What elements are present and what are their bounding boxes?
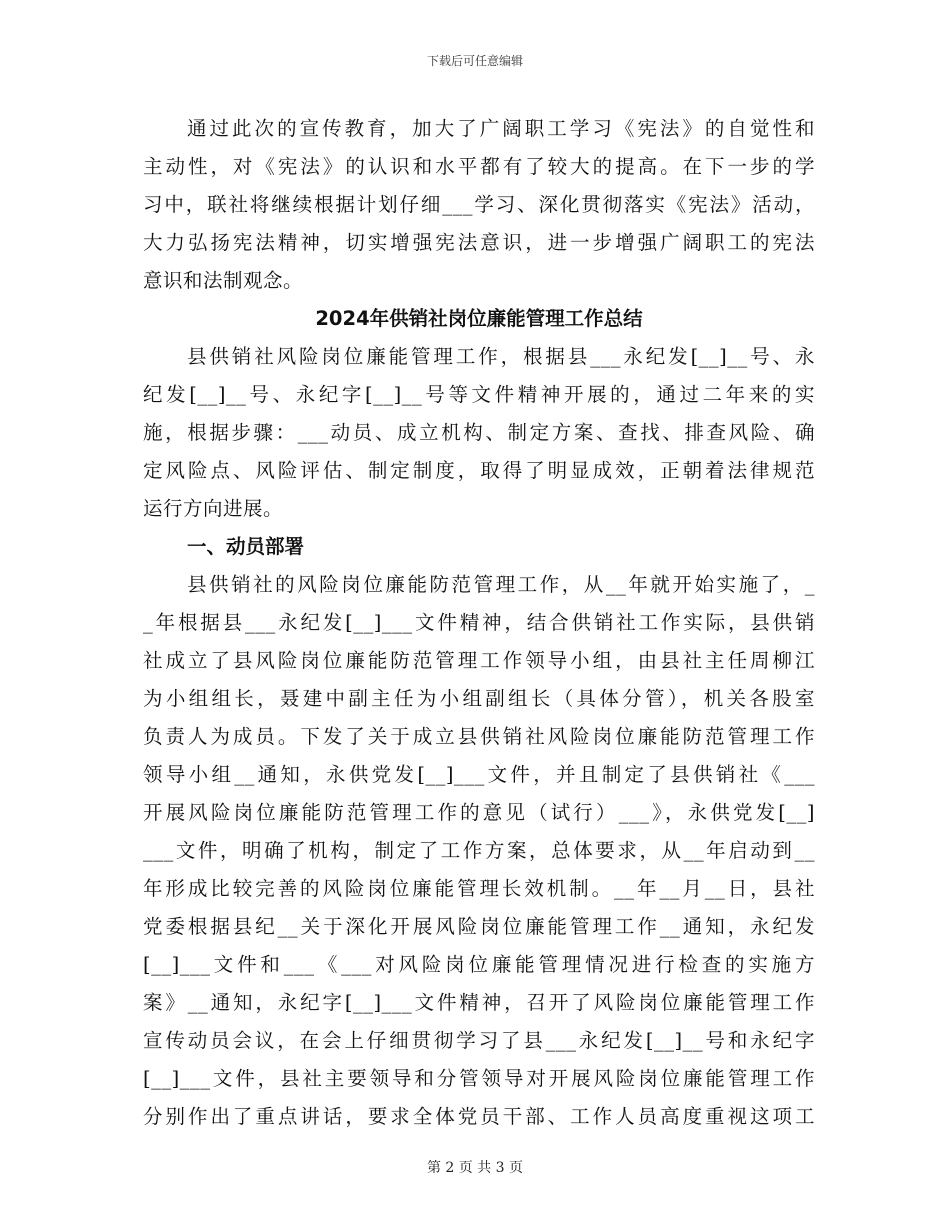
paragraph-line: 宣传动员会议，在会上仔细贯彻学习了县___永纪发[__]__号和永纪字 <box>143 1029 815 1052</box>
section-heading: 一、动员部署 <box>187 535 305 558</box>
document-body <box>143 110 815 1136</box>
paragraph-line: [__]___文件和___《___对风险岗位廉能管理情况进行检查的实施方 <box>143 953 815 976</box>
paragraph-line: ___文件，明确了机构，制定了工作方案，总体要求，从__年启动到__ <box>143 839 815 862</box>
paragraph-line: _年根据县___永纪发[__]___文件精神，结合供销社工作实际，县供销 <box>143 611 815 634</box>
paragraph-1 <box>143 110 815 300</box>
paragraph-line: 社成立了县风险岗位廉能防范管理工作领导小组，由县社主任周柳江 <box>143 649 815 672</box>
paragraph-line: 纪发[__]__号、永纪字[__]__号等文件精神开展的，通过二年来的实 <box>143 383 815 406</box>
paragraph-line: 县供销社的风险岗位廉能防范管理工作，从__年就开始实施了，_ <box>187 573 815 596</box>
paragraph-line: 主动性，对《宪法》的认识和水平都有了较大的提高。在下一步的学 <box>143 155 815 178</box>
paragraph-line: 年形成比较完善的风险岗位廉能管理长效机制。__年__月__日，县社 <box>143 877 815 900</box>
paragraph-line: 意识和法制观念。 <box>143 269 304 292</box>
paragraph-line: 党委根据县纪__关于深化开展风险岗位廉能管理工作__通知，永纪发 <box>143 915 815 938</box>
paragraph-line: 习中，联社将继续根据计划仔细___学习、深化贯彻落实《宪法》活动， <box>143 193 815 216</box>
paragraph-line: 负责人为成员。下发了关于成立县供销社风险岗位廉能防范管理工作 <box>143 725 815 748</box>
paragraph-line: 案》__通知，永纪字[__]___文件精神，召开了风险岗位廉能管理工作 <box>143 991 815 1014</box>
paragraph-line: 开展风险岗位廉能防范管理工作的意见（试行）___》，永供党发[__] <box>143 801 815 824</box>
paragraph-line: 定风险点、风险评估、制定制度，取得了明显成效，正朝着法律规范 <box>143 459 815 482</box>
paragraph-line: 为小组组长，聂建中副主任为小组副组长（具体分管），机关各股室 <box>143 687 815 710</box>
paragraph-line: 领导小组__通知，永供党发[__]___文件，并且制定了县供销社《___ <box>143 763 815 786</box>
page-header: 下载后可任意编辑 <box>426 54 523 68</box>
page-footer: 第 2 页 共 3 页 <box>426 1160 524 1176</box>
paragraph-line: 县供销社风险岗位廉能管理工作，根据县___永纪发[__]__号、永 <box>187 345 815 368</box>
paragraph-line: 分别作出了重点讲话，要求全体党员干部、工作人员高度重视这项工 <box>143 1105 815 1128</box>
document-title: 2024年供销社岗位廉能管理工作总结 <box>315 307 643 330</box>
paragraph-line: 大力弘扬宪法精神，切实增强宪法意识，进一步增强广阔职工的宪法 <box>143 231 815 254</box>
paragraph-2 <box>143 338 815 528</box>
paragraph-line: 施，根据步骤：___动员、成立机构、制定方案、查找、排查风险、确 <box>143 421 815 444</box>
paragraph-line: 通过此次的宣传教育，加大了广阔职工学习《宪法》的自觉性和 <box>187 117 815 140</box>
paragraph-line: 运行方向进展。 <box>143 497 284 520</box>
paragraph-line: [__]___文件，县社主要领导和分管领导对开展风险岗位廉能管理工作 <box>143 1067 815 1090</box>
paragraph-3 <box>143 566 815 1136</box>
